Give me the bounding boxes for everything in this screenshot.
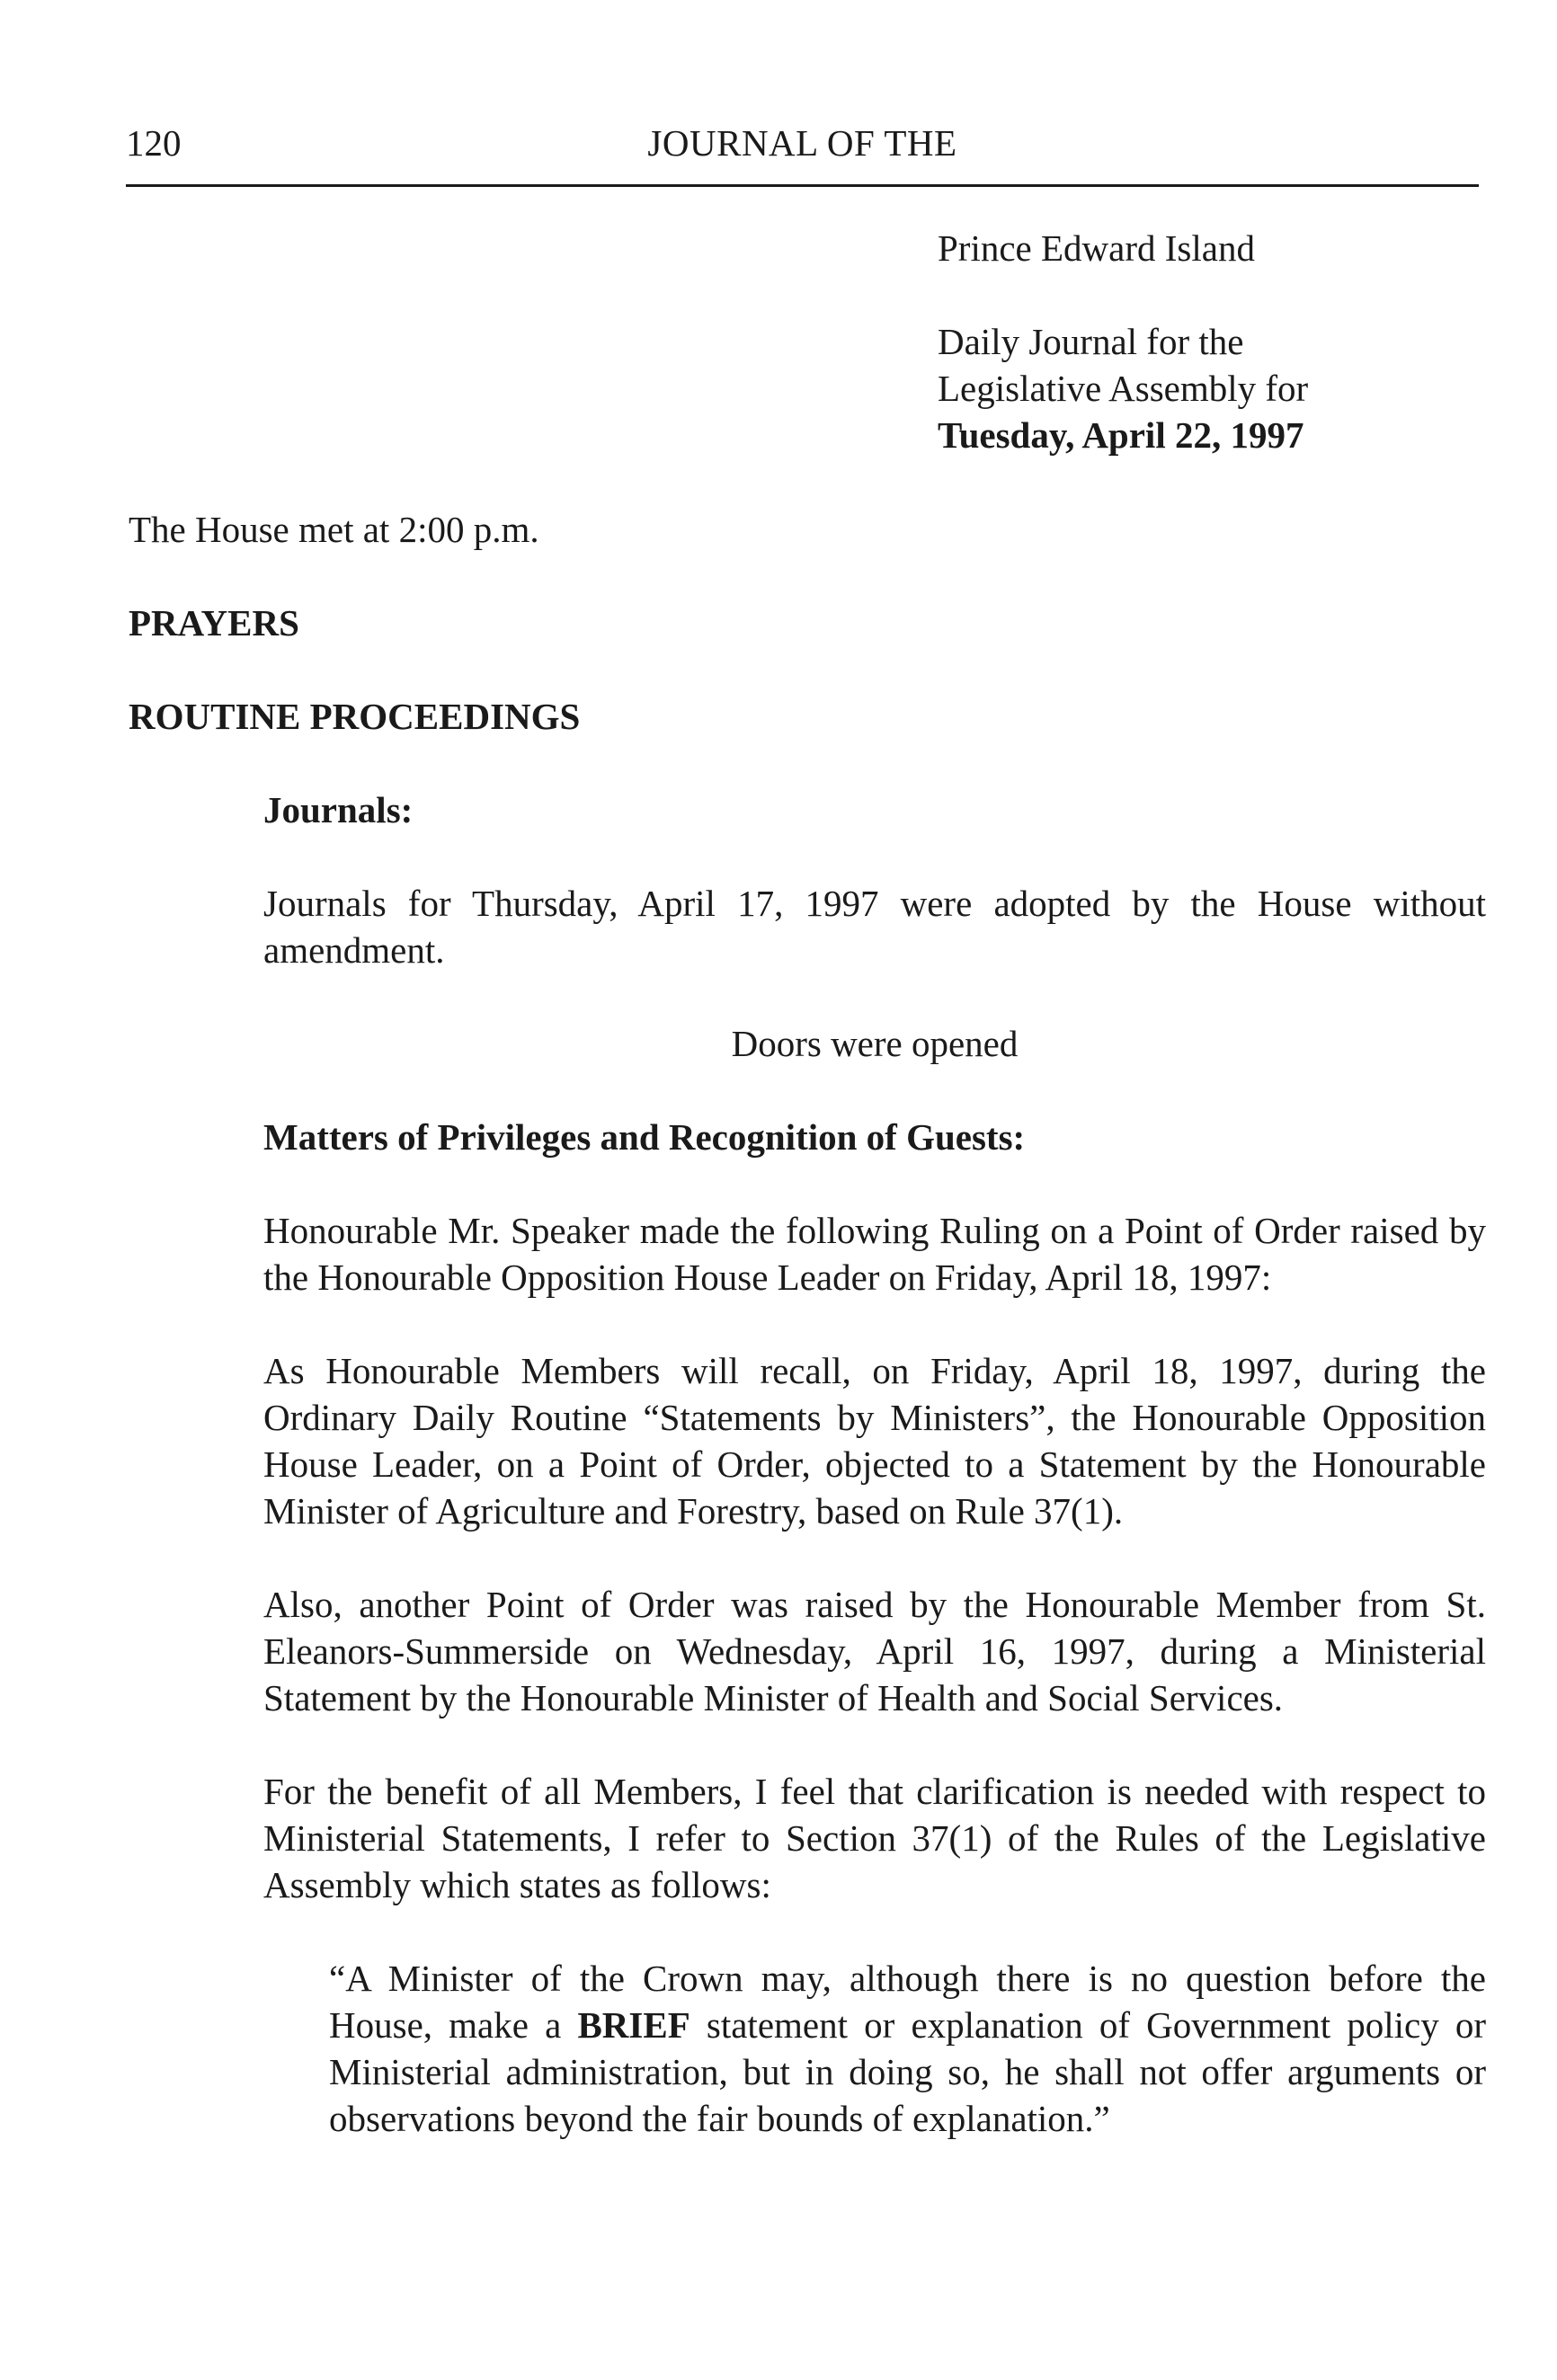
masthead-line-1: Daily Journal for the [938, 321, 1244, 362]
ruling-paragraph-1: As Honourable Members will recall, on Friday, April 18, 1997, during the Ordinary Daily Routine “Statements by Ministers”, the Honourable Opposition House Leader, on a Point of Order, objected to a Statement by the Honourable Minister of Agriculture and Forestry, based on Rule 37(1). [263, 1350, 1486, 1532]
page-header [126, 121, 1479, 187]
journals-heading: Journals: [263, 789, 414, 830]
sitting-date: Tuesday, April 22, 1997 [938, 414, 1304, 456]
masthead-line-2: Legislative Assembly for [938, 368, 1309, 409]
routine-proceedings-heading: ROUTINE PROCEEDINGS [129, 696, 581, 737]
prayers-heading: PRAYERS [129, 602, 299, 644]
ruling-intro-paragraph: Honourable Mr. Speaker made the following Ruling on a Point of Order raised by the Honourable Opposition House Leader on Friday, April 18, 1997: [263, 1210, 1486, 1298]
quote-text-end: statement or explanation of Government policy or Ministerial administration, but in doing so, he shall not offer arguments or observations beyond the fair bounds of explanation.” [329, 2004, 1487, 2139]
house-met-line: The House met at 2:00 p.m. [129, 509, 539, 550]
ruling-paragraph-2: Also, another Point of Order was raised by the Honourable Member from St. Eleanors-Summerside on Wednesday, April 16, 1997, during a Ministerial Statement by the Honourable Minister of Health and Social Services. [263, 1584, 1486, 1718]
journal-masthead [938, 225, 1308, 458]
quote-emphasis: BRIEF [577, 2004, 690, 2046]
journals-paragraph: Journals for Thursday, April 17, 1997 were adopted by the House without amendment. [263, 883, 1486, 971]
ruling-paragraph-3: For the benefit of all Members, I feel that clarification is needed with respect to Ministerial Statements, I refer to Section 37(1) of the Rules of the Legislative Assembly which states as follows: [263, 1771, 1486, 1905]
quote-text-start: “A Minister of the Crown may, although there is no question before the House, make a [329, 1958, 1486, 2046]
rule-quotation [329, 1955, 1486, 2142]
page-number: 120 [126, 122, 182, 164]
doors-opened-line: Doors were opened [731, 1023, 1019, 1064]
running-title: JOURNAL OF THE [647, 122, 957, 164]
province-name: Prince Edward Island [938, 227, 1255, 269]
privileges-heading: Matters of Privileges and Recognition of Guests: [263, 1116, 1026, 1158]
